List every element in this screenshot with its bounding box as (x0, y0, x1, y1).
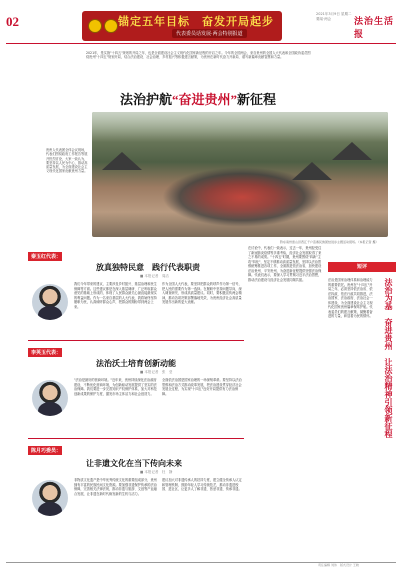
photo-sky (92, 112, 388, 142)
header-divider (6, 43, 396, 44)
section-body: "法治是最好的营商环境。"近年来，贵州持续深化法治政府建设，不断优化营商环境，为创新驱动发展提供了坚实的法治保障。我们要进一步完善知识产权保护体系，加大对科技创新成果的保护力度，激发市场主体活力和社会创造力。 (74, 378, 157, 396)
photo-roof (102, 152, 142, 170)
commentary-head: 短评 (328, 262, 396, 272)
section-body: 建议加大对非遗传承人的扶持力度，建立健全传承人认定和管理机制，鼓励年轻人学习传统技艺，推动非遗进校园、进社区，让更多人了解非遗、热爱非遗、传承非遗。 (162, 478, 242, 491)
middle-column: 在讨论中，代表们一致表示，过去一年，贵州经受住了新冠肺炎疫情等多重考验，经济社会发展取得了来之不易的成绩。"十四五"时期，贵州要围绕"四新"主攻"四化"，坚定不移推动高质量发展，坚持以法治思维统筹推进各项工作，全面推进依法治省，加快建设法治贵州、平安贵州，为奋进新征程提供坚强法治保障。代表们表示，要深入学习贯彻习近平法治思想，推动法治建设与经济社会发展同频共振。 (248, 246, 322, 282)
headline-prefix: 法治护航 (119, 92, 172, 107)
header-meta (316, 12, 351, 22)
headline-highlight: “奋进贵州” (171, 92, 237, 107)
lead-paragraph: 2021年，是实施"十四五"规划的开局之年，也是全面建设社会主义现代化国家新征程的开启之年。今年的全国两会，来自贵州的全国人大代表和全国政协委员围绕贵州"十四五"规划开局，结合法治建设、社会治理、乡村振兴等积极建言献策，为贵州在新时代奋力开新局、谱写新篇章贡献智慧和力量。 (86, 51, 311, 60)
section-title: 放真独特民意 践行代表职责 (96, 263, 200, 272)
section-tag: 李英玉代表： (28, 348, 62, 357)
avatar (32, 284, 68, 320)
section-body: 全面依法治国是国家治理的一场深刻革命。要坚持以法治思维和法治方式推动改革发展，把法治建设贯穿经济社会发展全过程，为实现"十四五"良好开局提供有力法治保障。 (162, 378, 242, 396)
intro-column: 贵州人代表团全体会议现场，代表们围绕政府工作报告等展开热烈讨论，大家一致认为，要坚持以人民为中心，推动高质量发展，为全面建设社会主义现代化国家贡献贵州力量。 (46, 148, 88, 174)
section-author: ■ 本报记者 张 莹 (140, 370, 173, 374)
section-tag: 陈月巧委员： (28, 446, 62, 455)
paper-name: 法治生活报 (354, 16, 395, 39)
header-date: 2021年3月9日 星期二 (316, 12, 352, 16)
section-divider (28, 438, 244, 439)
page-headline (68, 89, 328, 108)
avatar-body (38, 502, 62, 516)
headline-suffix: 新征程 (237, 92, 277, 107)
photo-crowd (162, 167, 322, 227)
lead-photo (92, 112, 388, 237)
commentary-body: 法治是国家治理体系和治理能力的重要依托。贵州在"十四五"开局之年，必须坚持依法治省、依法执政、依法行政共同推进，法治国家、法治政府、法治社会一体建设，为全面建设社会主义现代化国家贵州篇章保驾护航。代表委员们的建言献策，凝聚着奋进的力量，彰显着为民的情怀。 (328, 278, 373, 318)
section-author: ■ 本报记者 周洁 (140, 274, 169, 278)
commentary-title: 法治为基 奋进贵州 让法治精神引领新征程 (384, 278, 393, 438)
section-tag: 秦玉红代表： (28, 252, 62, 261)
avatar (32, 480, 68, 516)
avatar-body (38, 306, 62, 320)
masthead-banner (82, 11, 282, 41)
commentary-column (328, 262, 396, 562)
section-body: 非物质文化遗产是中华优秀传统文化的重要组成部分，贵州拥有丰富的民族民间文化资源。要加强非遗保护传承的法治保障，完善相关法律法规，推动非遗与旅游、文创等产业融合发展，让非遗在新时代焕发新的生机与活力。 (74, 478, 157, 496)
footer-credits: 责任编辑 刘伟 版式设计 王晓 (318, 563, 359, 567)
page-number: 02 (6, 14, 19, 29)
photo-caption: 黔东南州雷山县西江千户苗寨民族团结进步主题活动现场。（本报记者 摄） (280, 240, 379, 244)
avatar (32, 380, 68, 416)
section-body: 作为全国人大代表，要坚持把群众的呼声作为第一信号，把人民的需要作为第一选择。在履职中坚持问题导向，深入调查研究，形成高质量建议。同时，要积极宣传两会精神，推动各项决策部署落地见效，为贵州经济社会高质量发展作出新的更大贡献。 (162, 282, 242, 304)
avatar-body (38, 402, 62, 416)
banner-subtitle: 代表委员话发展·两会特别报道 (172, 29, 247, 38)
section-author: ■ 本报记者 杜 静 (140, 470, 173, 474)
banner-title: 锚定五年目标 奋发开局起步 (118, 16, 274, 28)
section-title: 法治沃土培育创新动能 (96, 359, 176, 368)
photo-roof (332, 142, 372, 160)
section-title: 让非遗文化在当下传向未来 (86, 459, 182, 468)
emblem-icon (104, 19, 118, 33)
emblem-icon (88, 19, 102, 33)
header-section: 要闻·两会 (316, 17, 332, 21)
section-body: 我们今年带来的建议，主要涉及乡村振兴、基层治理和民生保障等方面。这些建议都是在深入基层调研、广泛听取群众意见的基础上形成的，体现了人民群众最关心最直接最现实的利益问题。作为一名来自基层的人大代表，我将始终坚持履职为民，认真倾听群众心声，把群众的期盼带到两会上来。 (74, 282, 157, 309)
section-divider (28, 340, 244, 341)
